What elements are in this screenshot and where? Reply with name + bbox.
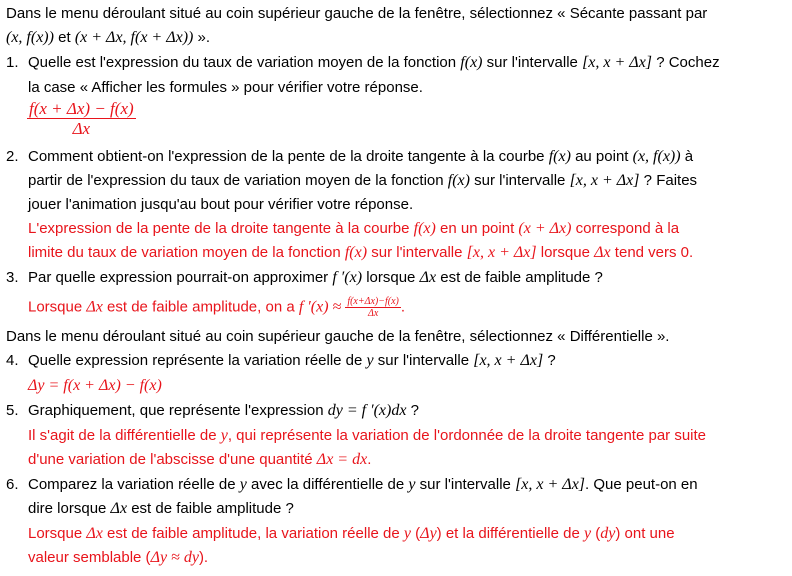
answer-6-cont: valeur semblable (Δy ≈ dy).	[28, 549, 209, 566]
question-6-text: Comparez la variation réelle de y avec la différentielle de y sur l'intervalle [x, x + Δx]. Que peut-on en	[28, 476, 698, 493]
question-3-text: Par quelle expression pourrait-on approximer f ′(x) lorsque Δx est de faible amplitude ?	[28, 269, 603, 286]
question-number-1: 1.	[6, 54, 19, 71]
question-number-4: 4.	[6, 352, 19, 369]
question-number-3: 3.	[6, 269, 19, 286]
answer-2-cont: limite du taux de variation moyen de la fonction f(x) sur l'intervalle [x, x + Δx] lorsque Δx tend vers 0.	[28, 244, 694, 261]
question-1-text-cont: la case « Afficher les formules » pour vérifier votre réponse.	[28, 79, 423, 96]
question-2-text: Comment obtient-on l'expression de la pente de la droite tangente à la courbe f(x) au point (x, f(x)) à	[28, 148, 694, 165]
answer-3-fraction: $\frac{f(x+\Delta x)-f(x)}{\Delta x}$	[347, 296, 399, 319]
intro-instruction-secant: Dans le menu déroulant situé au coin supérieur gauche de la fenêtre, sélectionnez « Sécante passant par	[6, 5, 708, 22]
answer-4: Δy = f(x + Δx) − f(x)	[28, 377, 162, 394]
answer-3: Lorsque Δx est de faible amplitude, on a f ′(x) ≈ $\frac{f(x+\Delta x)-f(x)}{\Delta x}$ .	[28, 296, 406, 319]
question-number-2: 2.	[6, 148, 19, 165]
question-number-6: 6.	[6, 476, 19, 493]
question-number-5: 5.	[6, 402, 19, 419]
question-4-text: Quelle expression représente la variation réelle de y sur l'intervalle [x, x + Δx] ?	[28, 352, 556, 369]
question-5-text: Graphiquement, que représente l'expression dy = f ′(x)dx ?	[28, 402, 419, 419]
answer-5: Il s'agit de la différentielle de y, qui représente la variation de l'ordonnée de la droite tangente par suite	[28, 427, 707, 444]
answer-6: Lorsque Δx est de faible amplitude, la variation réelle de y (Δy) et la différentielle de y (dy) ont une	[28, 525, 675, 542]
intro-instruction-secant-cont: (x, f(x)) et (x + Δx, f(x + Δx)) ».	[6, 29, 211, 46]
question-1-text: Quelle est l'expression du taux de variation moyen de la fonction f(x) sur l'intervalle [x, x + Δx] ? Cochez	[28, 54, 720, 71]
question-2-text-cont-2: jouer l'animation jusqu'au bout pour vérifier votre réponse.	[28, 196, 414, 213]
question-6-text-cont: dire lorsque Δx est de faible amplitude ?	[28, 500, 294, 517]
intro-instruction-differential: Dans le menu déroulant situé au coin supérieur gauche de la fenêtre, sélectionnez « Différentielle ».	[6, 328, 670, 345]
answer-1	[27, 99, 136, 138]
question-2-text-cont: partir de l'expression du taux de variation moyen de la fonction f(x) sur l'intervalle [x, x + Δx] ? Faites	[28, 172, 698, 189]
answer-2: L'expression de la pente de la droite tangente à la courbe f(x) en un point (x + Δx) correspond à la	[28, 220, 680, 237]
answer-1-fraction: $\frac{f(x + \Delta x) - f(x)}{\Delta x}$	[29, 99, 134, 138]
answer-5-cont: d'une variation de l'abscisse d'une quantité Δx = dx.	[28, 451, 372, 468]
